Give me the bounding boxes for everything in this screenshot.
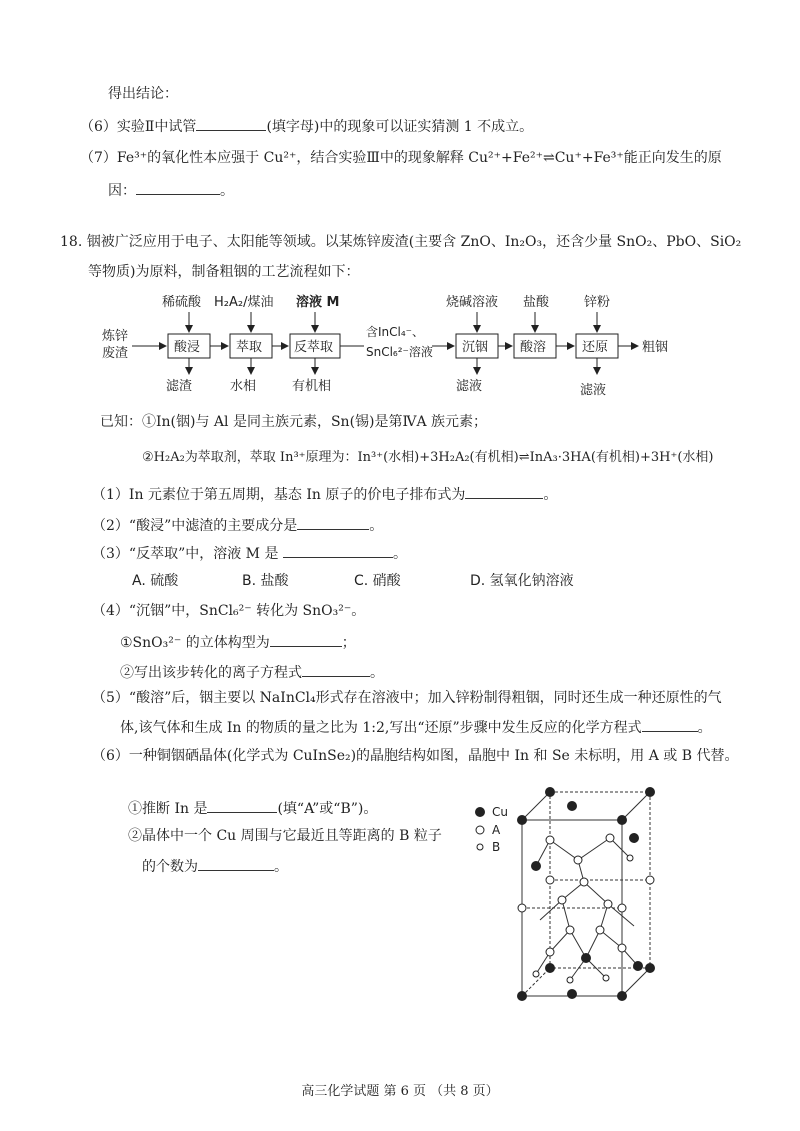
answer-blank[interactable] — [302, 662, 370, 677]
q7-line: （7）Fe³⁺的氧化性本应强于 Cu²⁺，结合实验Ⅲ中的现象解释 Cu²⁺+Fe²⁺⇌Cu⁺+Fe³⁺能正向发生的原 — [80, 150, 722, 166]
flow-input-label: 稀硫酸 — [162, 295, 202, 310]
sub3-line: （3）“反萃取”中，溶液 M 是 。 — [92, 543, 407, 564]
flow-box-label: 沉铟 — [462, 340, 489, 355]
flow-box-label: 酸浸 — [174, 340, 201, 355]
flow-mid-label: 含InCl₄⁻、 — [366, 325, 425, 339]
sub4-line: （4）“沉铟”中，SnCl₆²⁻ 转化为 SnO₃²⁻。 — [92, 603, 366, 619]
flow-output-label: 滤渣 — [166, 379, 193, 394]
answer-blank[interactable] — [465, 484, 543, 499]
flow-box-label: 还原 — [582, 340, 609, 355]
flow-output-label: 有机相 — [292, 379, 332, 394]
flow-input-label: 溶液 M — [296, 295, 340, 310]
page-footer: 高三化学试题 第 6 页 （共 8 页） — [301, 1084, 499, 1099]
q18-intro-line2: 等物质)为原料，制备粗铟的工艺流程如下： — [88, 264, 360, 280]
flow-box-label: 萃取 — [236, 340, 263, 355]
sub5-line: （5）“酸溶”后，铟主要以 NaInCl₄形式存在溶液中；加入锌粉制得粗铟，同时还生成一种还原性的气 — [92, 690, 722, 706]
flow-input-label: 盐酸 — [523, 295, 550, 310]
option-b[interactable]: B. 盐酸 — [242, 573, 289, 589]
sub1-line: （1）In 元素位于第五周期，基态 In 原子的价电子排布式为 。 — [92, 484, 557, 505]
option-d[interactable]: D. 氢氧化钠溶液 — [470, 573, 574, 589]
process-flow-diagram — [100, 290, 720, 400]
answer-blank[interactable] — [198, 856, 274, 871]
sub4a-line: ①SnO₃²⁻ 的立体构型为 ； — [120, 632, 356, 653]
option-a[interactable]: A. 硫酸 — [132, 573, 179, 589]
sub6-line: （6）一种铜铟硒晶体(化学式为 CuInSe₂)的晶胞结构如图，晶胞中 In 和 Se 未标明，用 A 或 B 代替。 — [92, 748, 739, 764]
sub6b-line: ②晶体中一个 Cu 周围与它最近且等距离的 B 粒子 — [128, 828, 442, 844]
sub6a-line: ①推断 In 是 (填“A”或“B”)。 — [128, 798, 377, 819]
option-c[interactable]: C. 硝酸 — [354, 573, 401, 589]
legend-a-marker — [476, 826, 484, 834]
flow-input-label: H₂A₂/煤油 — [214, 295, 274, 310]
flow-start-label: 炼锌 — [102, 329, 129, 344]
flow-mid-label: SnCl₆²⁻溶液 — [366, 345, 433, 359]
known-line1: 已知：①In(铟)与 Al 是同主族元素，Sn(锡)是第ⅣA 族元素； — [100, 414, 488, 430]
sub6b-cont-line: 的个数为 。 — [142, 856, 288, 877]
conclusion-line: 得出结论： — [108, 86, 178, 102]
answer-blank[interactable] — [196, 116, 266, 131]
sub2-line: （2）“酸浸”中滤渣的主要成分是 。 — [92, 515, 383, 536]
flow-box-label: 酸溶 — [520, 340, 547, 355]
flow-input-label: 烧碱溶液 — [446, 295, 499, 310]
answer-blank[interactable] — [642, 717, 698, 732]
legend-b-marker — [477, 844, 483, 850]
legend-cu-marker — [475, 807, 485, 817]
legend-b-label: B — [492, 840, 501, 854]
answer-blank[interactable] — [207, 798, 277, 813]
unit-cell-diagram — [510, 780, 670, 1010]
answer-blank[interactable] — [283, 543, 393, 558]
flow-output-label: 滤液 — [580, 383, 607, 398]
known-line2: ②H₂A₂为萃取剂，萃取 In³⁺原理为：In³⁺(水相)+3H₂A₂(有机相)⇌InA₃·3HA(有机相)+3H⁺(水相) — [142, 450, 714, 465]
answer-blank[interactable] — [270, 632, 342, 647]
flow-product-label: 粗铟 — [642, 340, 669, 355]
legend-cu-label: Cu — [492, 805, 508, 819]
unit-cell-atoms — [517, 787, 655, 1001]
flow-output-label: 滤液 — [456, 379, 483, 394]
q6-line: （6）实验Ⅱ中试管 (填字母)中的现象可以证实猜测 1 不成立。 — [80, 116, 533, 137]
q7-cont-line: 因： 。 — [108, 180, 234, 201]
flow-start-label: 废渣 — [102, 346, 129, 361]
sub4b-line: ②写出该步转化的离子方程式 。 — [120, 662, 384, 683]
flow-input-label: 锌粉 — [584, 295, 611, 310]
legend-a-label: A — [492, 823, 501, 837]
answer-blank[interactable] — [136, 180, 220, 195]
answer-blank[interactable] — [297, 515, 369, 530]
flow-box-label: 反萃取 — [294, 340, 334, 355]
flow-output-label: 水相 — [230, 379, 257, 394]
q18-intro-line: 18. 铟被广泛应用于电子、太阳能等领域。以某炼锌废渣(主要含 ZnO、In₂O₃，还含少量 SnO₂、PbO、SiO₂ — [60, 234, 742, 250]
sub5-cont-line: 体,该气体和生成 In 的物质的量之比为 1:2,写出“还原”步骤中发生反应的化学方程式 。 — [120, 717, 712, 738]
